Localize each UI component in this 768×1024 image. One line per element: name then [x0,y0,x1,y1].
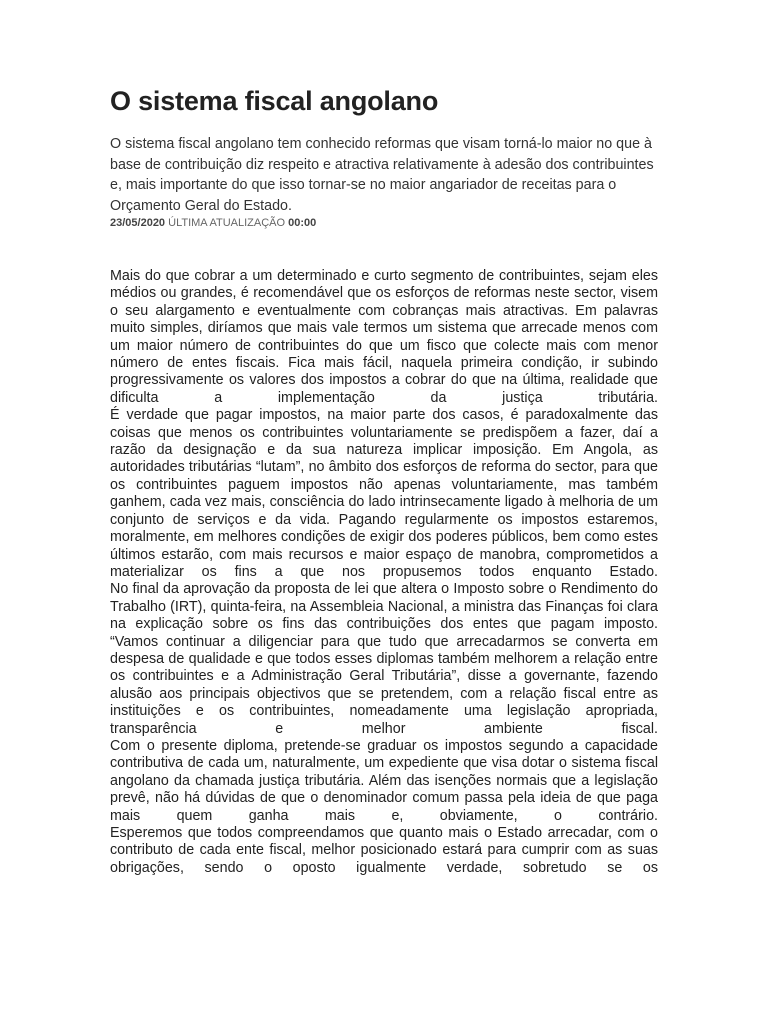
article-paragraph: Com o presente diploma, pretende-se graduar os impostos segundo a capacidade contributiva de cada um, naturalmente, um expediente que visa dotar o sistema fiscal angolano da chamada justiça tributária. Além das isenções normais que a legislação prevê, não há dúvidas de que o denominador comum passa pela ideia de que paga mais quem ganha mais e, obviamente, o contrário. [110,737,658,824]
article-title: O sistema fiscal angolano [110,86,439,116]
article-paragraph: Mais do que cobrar a um determinado e curto segmento de contribuintes, sejam eles médios ou grandes, é recomendável que os esforços de reformas neste sector, visem o seu alargamento e eventualmente com cobranças mais atractivas. Em palavras muito simples, diríamos que mais vale termos um sistema que arrecade menos com um maior número de contribuintes do que um fisco que colecte mais com menor número de entes fiscais. Fica mais fácil, naquela primeira condição, ir subindo progressivamente os valores dos impostos a cobrar do que na última, realidade que dificulta a implementação da justiça tributária. [110,268,658,406]
article-paragraph: Esperemos que todos compreendamos que quanto mais o Estado arrecadar, com o contributo de cada ente fiscal, melhor posicionado estará para cumprir com as suas obrigações, sendo o oposto igualmente verdade, sobretudo se os [110,825,658,876]
article-meta [110,217,316,229]
article-lead: O sistema fiscal angolano tem conhecido reformas que visam torná-lo maior no que à base de contribuição diz respeito e atractiva relativamente à adesão dos contribuintes e, mais importante do que isso tornar-se no maior angariador de receitas para o Orçamento Geral do Estado. [110,136,654,214]
updated-label: ÚLTIMA ATUALIZAÇÃO [168,217,286,229]
article-paragraph: É verdade que pagar impostos, na maior parte dos casos, é paradoxalmente das coisas que menos os contribuintes voluntariamente se predispõem a fazer, daí a razão da designação e da sua natureza implicar imposição. Em Angola, as autoridades tributárias “lutam”, no âmbito dos esforços de reforma do sector, para que os contribuintes paguem impostos não apenas voluntariamente, mas também ganhem, cada vez mais, consciência do lado intrinsecamente ligado à melhoria de um conjunto de serviços e da vida. Pagando regularmente os impostos estaremos, moralmente, em melhores condições de exigir dos poderes públicos, bem como estes últimos estarão, com mais recursos e maior espaço de manobra, comprometidos a materializar os fins a que nos propusemos todos enquanto Estado. [110,407,658,580]
article-paragraph: “Vamos continuar a diligenciar para que tudo que arrecadarmos se converta em despesa de qualidade e que todos esses diplomas também melhorem a relação entre os contribuintes e a Administração Geral Tributária”, disse a governante, fazendo alusão aos principais objectivos que se pretendem, com a relação fiscal entre as instituições e os contribuintes, nomeadamente uma legislação apropriada, transparência e melhor ambiente fiscal. [110,633,658,737]
article-body [110,268,658,877]
publish-date: 23/05/2020 [110,217,166,229]
updated-time: 00:00 [288,217,317,229]
article-paragraph: No final da aprovação da proposta de lei que altera o Imposto sobre o Rendimento do Trabalho (IRT), quinta-feira, na Assembleia Nacional, a ministra das Finanças foi clara na explicação sobre os fins das contribuições dos entes que pagam imposto. [110,581,658,633]
